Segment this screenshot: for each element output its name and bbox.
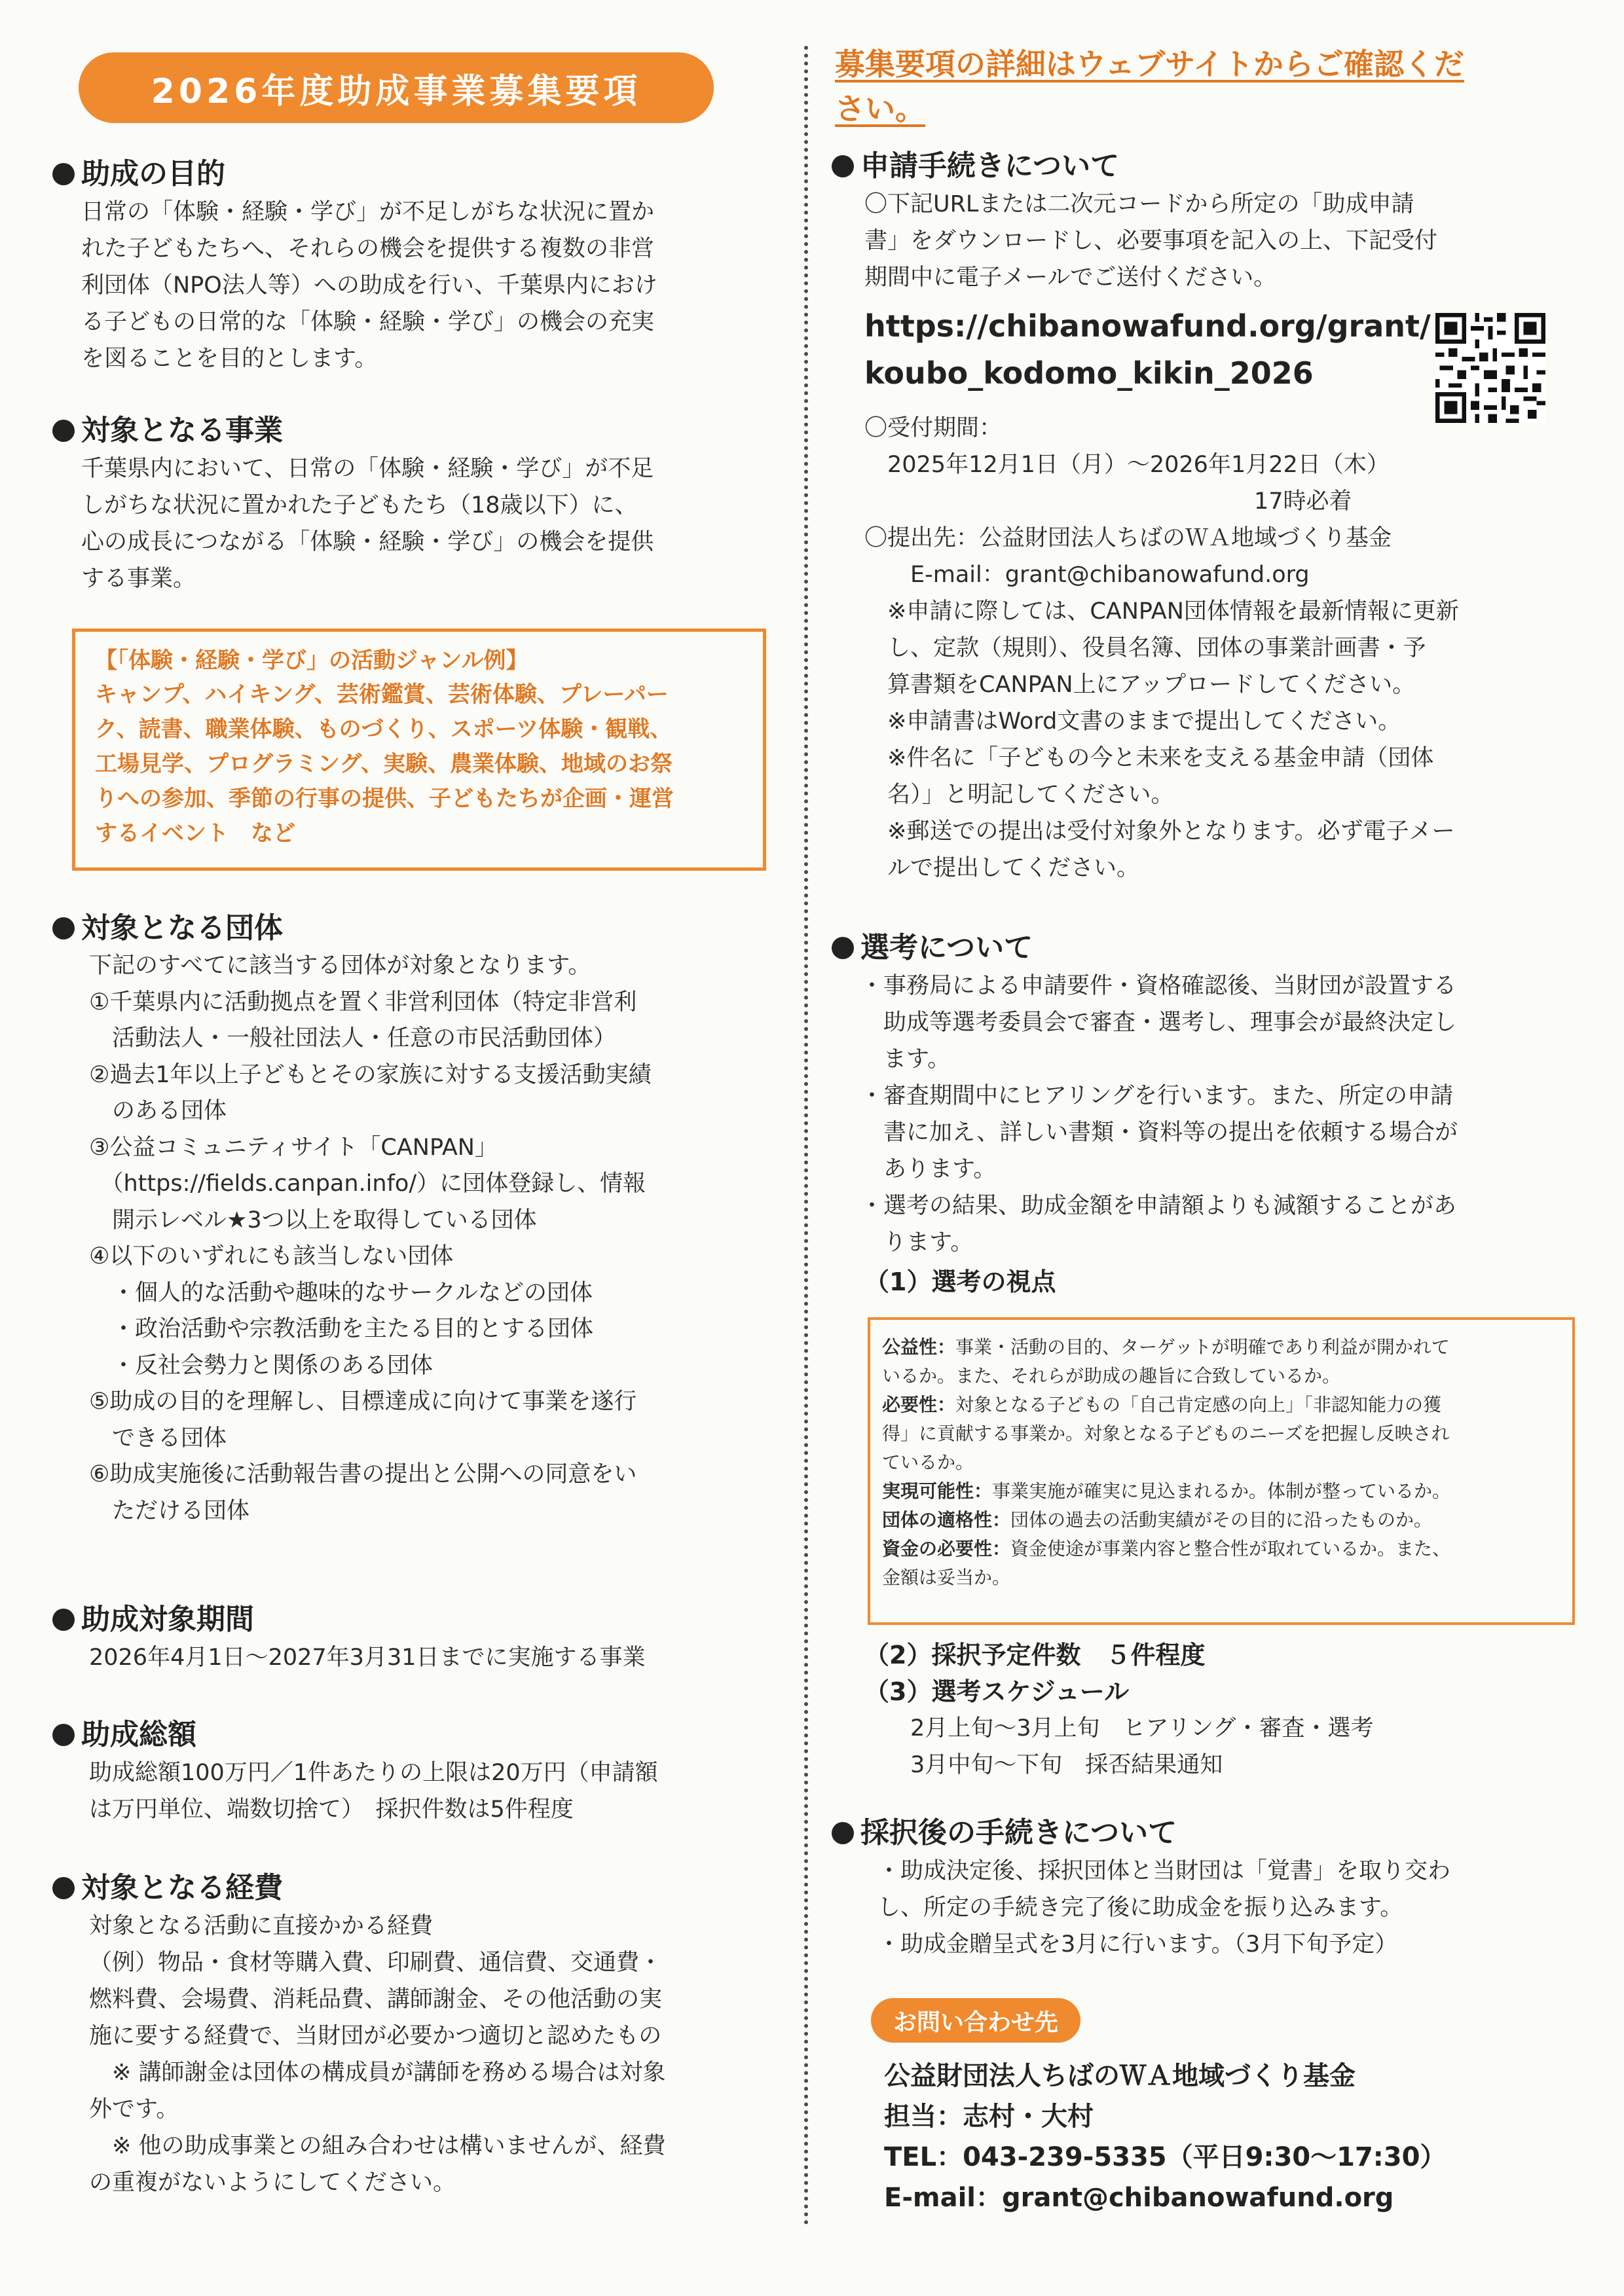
bullet-dot-icon [52,1609,75,1631]
contact-email-link[interactable]: E-mail：grant@chibanowafund.org [884,2183,1394,2213]
section-heading: 助成の目的 [81,157,225,191]
application-period: 〇受付期間： 2025年12月1日（月）〜2026年1月22日（木） 17時必着 [864,415,1390,515]
contact-block [884,2056,1578,2218]
section-target-org [52,909,779,1529]
page-title: 2026年度助成事業募集要項 [79,52,714,123]
contact-label: お問い合わせ先 [871,1998,1080,2043]
section-body: 日常の「体験・経験・学び」が不足しがちな状況に置か れた子どもたちへ、それらの機会を提供する複数の非営 利団体（NPO法人等）への助成を行い、千葉県内におけ る子どもの日常的な「体験・経験・学び」の機会の充実 を図ることを目的とします。 [81,199,657,372]
bullet-dot-icon [52,917,75,939]
section-heading: 助成総額 [81,1718,196,1751]
bullet-dot-icon [52,1877,75,1899]
genre-body: キャンプ、ハイキング、芸術鑑賞、芸術体験、プレーパー ク、読書、職業体験、ものづくり、スポーツ体験・観戦、 工場見学、プログラミング、実験、農業体験、地域のお祭 りへの参加、季節の行事の提供、子どもたちが企画・運営 するイベント など [95,682,674,847]
section-target-project [52,411,779,597]
schedule-heading: （3）選考スケジュール [864,1677,1130,1706]
section-body: 助成総額100万円／1件あたりの上限は20万円（申請額 は万円単位、端数切捨て） 採択件数は5件程度 [89,1760,658,1823]
section-selection [832,928,1585,1300]
bullet-dot-icon [52,163,75,185]
schedule-body: 2月上旬〜3月上旬 ヒアリング・審査・選考 3月中旬〜下旬 採否結果通知 [910,1715,1374,1778]
criteria-item: 必要性：対象となる子どもの「自己肯定感の向上」「非認知能力の獲 得」に貢献する事業か。対象となる子どものニーズを把握し反映され ているか。 [882,1394,1450,1473]
after-body: ・助成決定後、採択団体と当財団は「覚書」を取り交わ し、所定の手続き完了後に助成金を振り込みます。 ・助成金贈呈式を3月に行います。（3月下旬予定） [877,1858,1451,1958]
section-period [52,1600,779,1676]
section-heading: 対象となる事業 [81,414,283,447]
bullet-dot-icon [832,1822,854,1844]
section-heading: 申請手続きについて [860,149,1120,183]
criteria-item: 団体の適格性：団体の過去の活動実績がその目的に沿ったものか。 [882,1509,1433,1531]
contact-person: 担当：志村・大村 [884,2102,1094,2132]
section-heading: 対象となる団体 [81,911,283,945]
selection-schedule [864,1637,1585,1783]
section-heading: 選考について [860,931,1033,964]
criteria-item: 資金の必要性：資金使途が事業内容と整合性が取れているか。また、 金額は妥当か。 [882,1538,1451,1588]
contact-tel-link[interactable]: TEL：043-239-5335（平日9:30〜17:30） [884,2142,1447,2172]
section-application [832,147,1585,886]
genre-example-box [72,629,766,871]
qr-code-icon[interactable] [1435,313,1545,423]
genre-title: 【「体験・経験・学び」の活動ジャンル例】 [95,647,528,674]
application-url-link[interactable]: https://chibanowafund.org/grant/ koubo_kodomo_kikin_2026 [864,308,1431,391]
bullet-dot-icon [832,155,854,177]
adoption-count: （2）採択予定件数 ５件程度 [864,1641,1206,1669]
section-body: 千葉県内において、日常の「体験・経験・学び」が不足 しがちな状況に置かれた子どもたち（18歳以下）に、 心の成長につながる「体験・経験・学び」の機会を提供 する事業。 [81,456,654,592]
selection-body: ・事務局による申請要件・資格確認後、当財団が設置する 助成等選考委員会で審査・選考し、理事会が最終決定し ます。 ・審査期間中にヒアリングを行います。また、所定の申請 書に加え、詳しい書類・資料等の提出を依頼する場合が あります。 ・選考の結果、助成金額を申請額よりも減額することがあ ります。 [860,973,1458,1256]
criteria-box [868,1317,1575,1625]
bullet-dot-icon [52,420,75,442]
viewpoint-heading: （1）選考の視点 [864,1267,1056,1296]
application-intro: 〇下記URLまたは二次元コードから所定の「助成申請 書」をダウンロードし、必要事項を記入の上、下記受付 期間中に電子メールでご送付ください。 [864,191,1438,291]
section-total [52,1715,779,1828]
criteria-item: 実現可能性：事業実施が確実に見込まれるか。体制が整っているか。 [882,1480,1451,1502]
section-body: 2026年4月1日〜2027年3月31日までに実施する事業 [89,1645,646,1671]
section-expenses [52,1868,779,2201]
section-purpose [52,155,779,377]
section-body: 下記のすべてに該当する団体が対象となります。 ①千葉県内に活動拠点を置く非営利団体（特定非営利 活動法人・一般社団法人・任意の市民活動団体） ②過去1年以上子どもとその家族に対する支援活動実績 のある団体 ③公益コミュニティサイト「CANPAN」 （https://fields.canpan.info/）に団体登録し、情報 開示レベル★3つ以上を取得している団体 ④以下のいずれにも該当しない団体 ・個人的な活動や趣味的なサークルなどの団体 ・政治活動や宗教活動を主たる目的とする団体 ・反社会勢力と関係のある団体 ⑤助成の目的を理解し、目標達成に向けて事業を遂行 できる団体 ⑥助成実施後に活動報告書の提出と公開への同意をい ただける団体 [89,953,652,1524]
website-notice: 募集要項の詳細はウェブサイトからご確認くだ さい。 [835,46,1464,126]
criteria-item: 公益性：事業・活動の目的、ターゲットが明確であり利益が開かれて いるか。また、それらが助成の趣旨に合致しているか。 [882,1336,1450,1387]
contact-org: 公益財団法人ちばのＷＡ地域づくり基金 [884,2061,1356,2091]
section-heading: 対象となる経費 [81,1871,283,1904]
section-after [832,1813,1585,1963]
application-submit: 〇提出先：公益財団法人ちばのＷＡ地域づくり基金 E-mail：grant@chibanowafund.org ※申請に際しては、CANPAN団体情報を最新情報に更新 し、定款（規則）、役員名簿、団体の事業計画書・予 算書類をCANPAN上にアップロードしてください。 ※申請書はWord文書のままで提出してください。 ※件名に「子どもの今と未来を支える基金申請（団体 名）」と明記してください。 ※郵送での提出は受付対象外となります。必ず電子メー ルで提出してください。 [864,525,1459,881]
column-divider [804,46,808,2226]
section-heading: 助成対象期間 [81,1603,254,1636]
section-body: 対象となる活動に直接かかる経費 （例）物品・食材等購入費、印刷費、通信費、交通費・ 燃料費、会場費、消耗品費、講師謝金、その他活動の実 施に要する経費で、当財団が必要かつ適切と認めたもの ※ 講師謝金は団体の構成員が講師を務める場合は対象 外です。 ※ 他の助成事業との組み合わせは構いませんが、経費 の重複がないようにしてください。 [89,1913,666,2196]
bullet-dot-icon [52,1724,75,1746]
bullet-dot-icon [832,937,854,959]
section-heading: 採択後の手続きについて [860,1816,1177,1850]
